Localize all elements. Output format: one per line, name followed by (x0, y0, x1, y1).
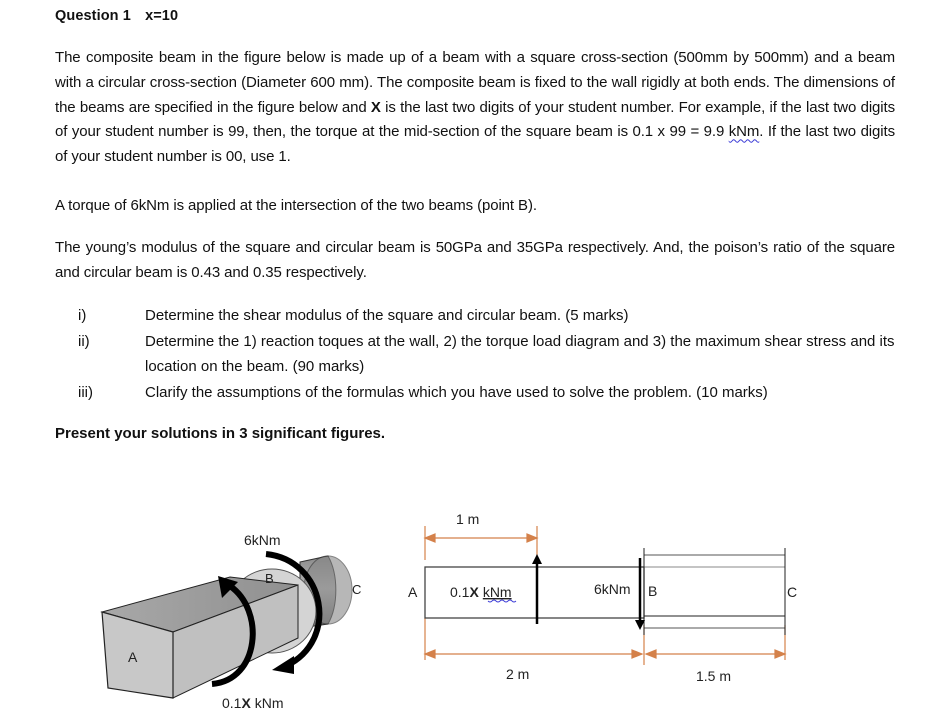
label-b-2d: B (648, 583, 658, 599)
task-item (78, 303, 898, 329)
task-text: Determine the shear modulus of the square and circular beam. (5 marks) (145, 307, 629, 324)
spellcheck-word: kNm (728, 123, 760, 141)
torque-mid-label-3d: 0.1X kNm (222, 695, 284, 708)
task-number: ii) (78, 332, 90, 350)
label-a-2d: A (408, 584, 418, 600)
label-c-3d: C (352, 582, 362, 597)
task-text: Clarify the assumptions of the formulas which you have used to solve the problem. (10 marks) (145, 383, 768, 401)
sig-fig-note: Present your solutions in 3 significant figures. (55, 425, 386, 442)
task-item (78, 380, 898, 406)
task-number: iii) (78, 383, 93, 401)
intro-text-1: The composite beam in the figure below is made up of a beam with a square cross-section (500mm by 500mm) and a beam with a circular cross-section (Diameter 600 mm). The composite beam is fixed to the wall rigidly at both ends. The dimensions of the beams are specified in the figure below and (55, 49, 895, 116)
torque-b-label-3d: 6kNm (244, 532, 281, 548)
label-a-3d: A (128, 649, 138, 665)
square-beam (102, 577, 298, 698)
material-paragraph: The young’s modulus of the square and circular beam is 50GPa and 35GPa respectively. And, the poison’s ratio of the square and circular beam is 0.43 and 0.35 respectively. (55, 239, 895, 281)
circular-beam-2d (644, 548, 785, 635)
x-variable: X (370, 98, 381, 116)
dim-1-5m-label: 1.5 m (696, 668, 732, 684)
torque-b-label-2d: 6kNm (594, 581, 631, 597)
dim-2m-label: 2 m (506, 666, 530, 682)
x-value: x=10 (145, 8, 179, 24)
arrow-up-icon (532, 554, 542, 564)
question-number: Question 1 (55, 8, 131, 24)
task-list (78, 303, 898, 405)
label-b-3d: B (265, 571, 274, 586)
task-text: Determine the 1) reaction toques at the wall, 2) the torque load diagram and 3) the maximum shear stress and its location on the beam. (90 marks) (145, 332, 895, 375)
arrowhead-b-icon (272, 656, 294, 674)
label-c-2d: C (787, 584, 798, 600)
intro-paragraph (55, 46, 895, 170)
task-item (78, 329, 898, 380)
torque-mid-label-2d: 0.1X kNm (450, 584, 512, 600)
dim-1m-label: 1 m (456, 511, 480, 527)
question-title (55, 8, 178, 24)
beam-2d-figure (400, 500, 820, 700)
task-number: i) (78, 307, 87, 324)
beam-3d-figure (90, 520, 390, 708)
intro-text-2: is the last two digits of your student number. For example, if the last two digits of your student number is 99, then, the torque at the mid-section of the square beam is 0.1 x 99 = 9.9 (55, 98, 895, 141)
torque-paragraph: A torque of 6kNm is applied at the intersection of the two beams (point B). (55, 197, 537, 214)
intro-text-3: . If the last two digits of your student number is 00, use 1. (55, 123, 895, 166)
